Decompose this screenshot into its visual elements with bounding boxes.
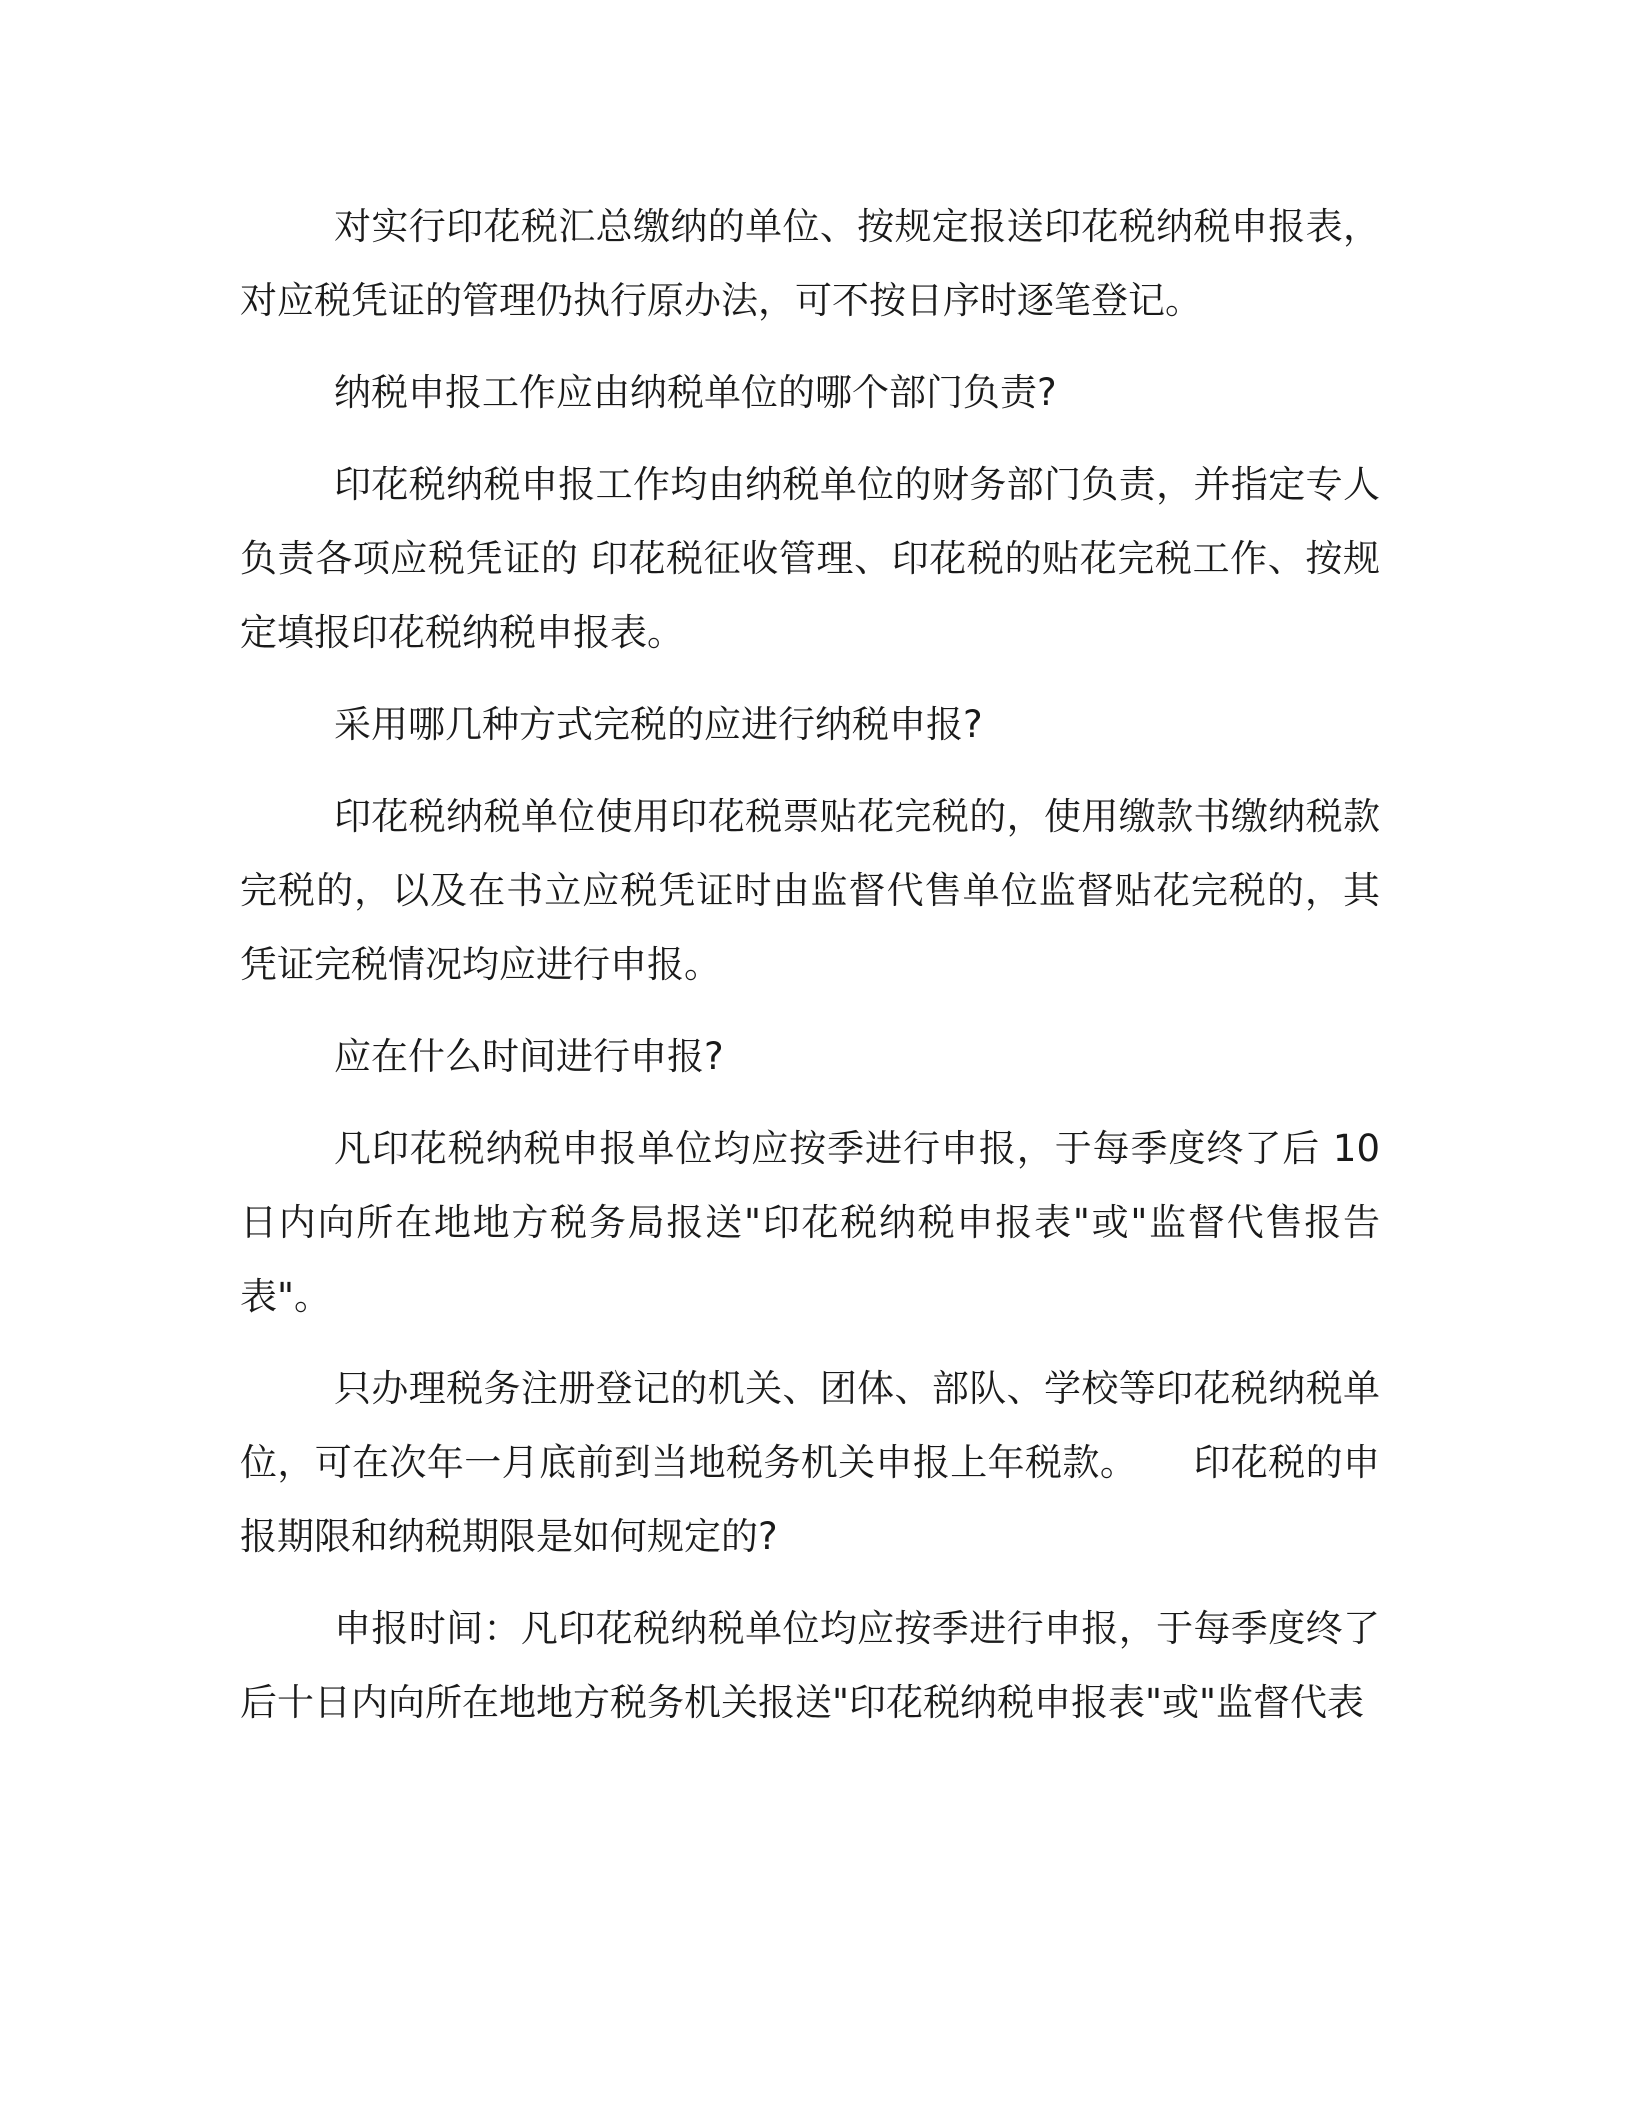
paragraph-filing-deadline: 申报时间：凡印花税纳税单位均应按季进行申报，于每季度终了后十日内向所在地地方税务机关报送"印花税纳税申报表"或"监督代表: [240, 1607, 1380, 1724]
question-filing-time: 应在什么时间进行申报?: [334, 1035, 724, 1078]
answer-filing-time: 凡印花税纳税申报单位均应按季进行申报，于每季度终了后 10 日内向所在地地方税务局报送"印花税纳税申报表"或"监督代售报告表"。: [240, 1127, 1380, 1318]
answer-responsible-department: 印花税纳税申报工作均由纳税单位的财务部门负责，并指定专人负责各项应税凭证的 印花税征收管理、印花税的贴花完税工作、按规定填报印花税纳税申报表。: [240, 463, 1380, 654]
question-responsible-department: 纳税申报工作应由纳税单位的哪个部门负责?: [334, 371, 1057, 414]
paragraph-summary-payment: 对实行印花税汇总缴纳的单位、按规定报送印花税纳税申报表，对应税凭证的管理仍执行原办法，可不按日序时逐笔登记。: [240, 205, 1380, 322]
document-page: [240, 190, 1380, 1740]
answer-payment-methods: 印花税纳税单位使用印花税票贴花完税的，使用缴款书缴纳税款完税的，以及在书立应税凭证时由监督代售单位监督贴花完税的，其凭证完税情况均应进行申报。: [240, 795, 1380, 986]
question-payment-methods: 采用哪几种方式完税的应进行纳税申报?: [334, 703, 983, 746]
paragraph-registered-units: 只办理税务注册登记的机关、团体、部队、学校等印花税纳税单位，可在次年一月底前到当地税务机关申报上年税款。 印花税的申报期限和纳税期限是如何规定的?: [240, 1367, 1380, 1558]
